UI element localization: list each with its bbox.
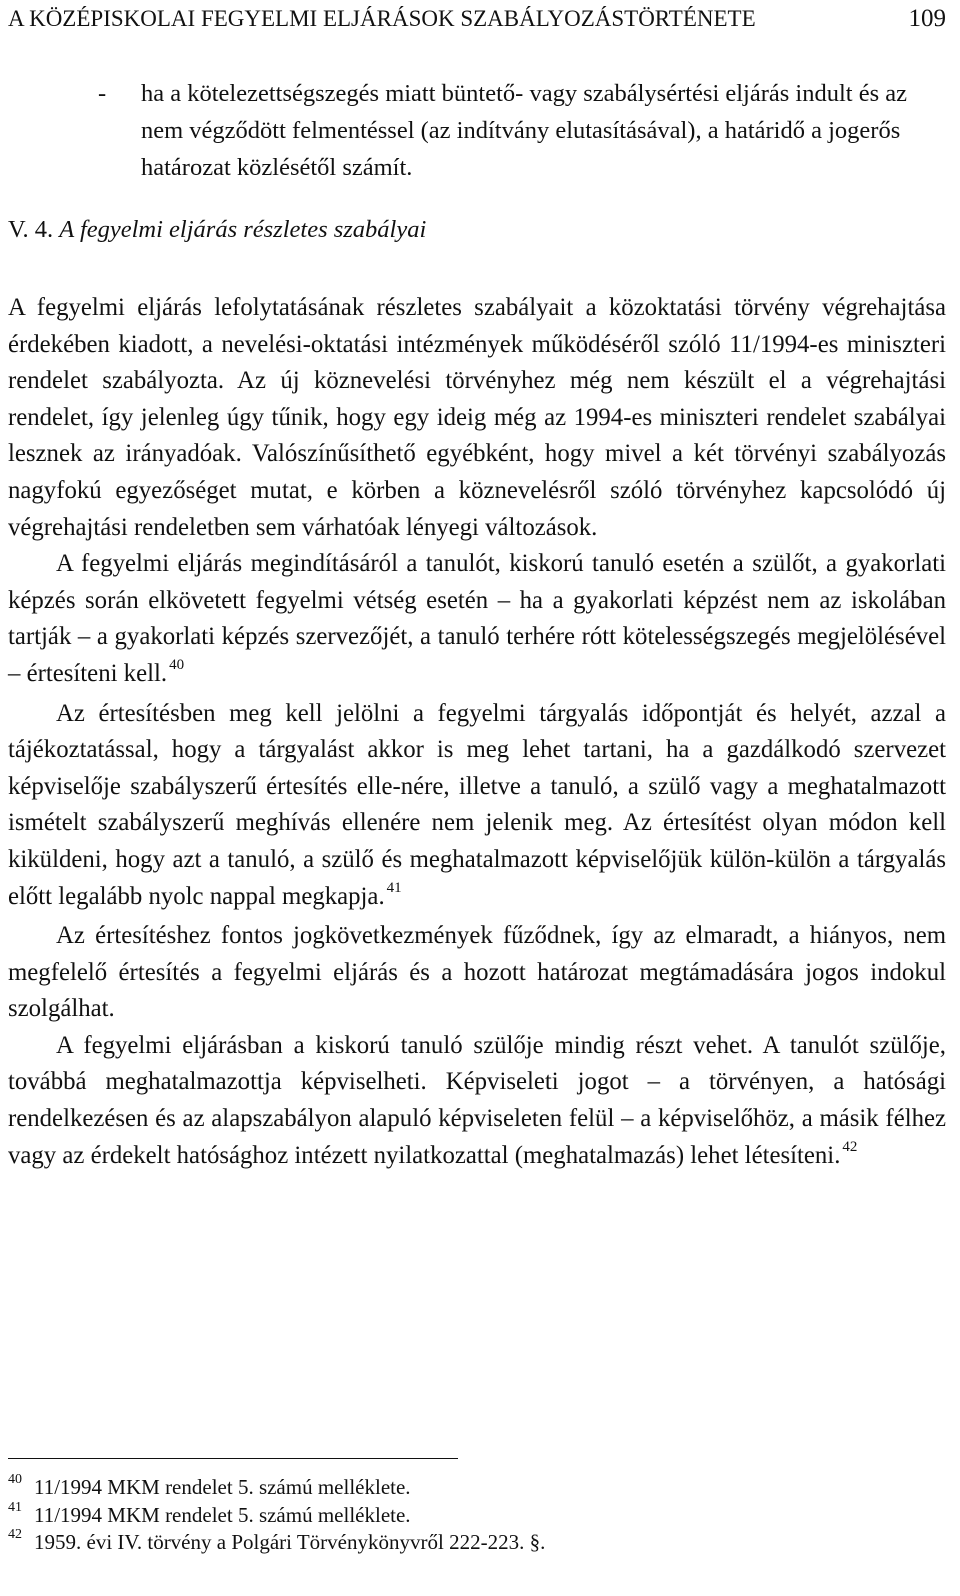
paragraph-text: A fegyelmi eljárás lefolytatásának részletes szabályait a közoktatási törvény végrehajtása érdekében kiadott, a nevelési-oktatási intézmények működéséről szóló 11/1994-es miniszteri rendelet szabályozta. Az új köznevelési törvényhez még nem készült el a végrehajtási rendelet, így jelenleg úgy tűnik, hogy egy ideig még az 1994-es miniszteri rendelet szabályai lesznek az irányadóak. Valószínűsíthető egyébként, hogy mivel a két törvényi szabályozás nagyfokú egyezőséget mutat, e körben a köznevelésről szóló törvényhez kapcsolódó új végrehajtási rendeletben sem várhatóak lényegi változások.	[8, 294, 946, 541]
paragraph	[8, 1028, 946, 1177]
bullet-marker: -	[98, 80, 107, 107]
footnote-reference[interactable]: 42	[842, 1138, 858, 1155]
footnote-text: 1959. évi IV. törvény a Polgári Törvénykönyvről 222-223. §.	[34, 1530, 546, 1554]
paragraph	[8, 546, 946, 695]
footnote-number: 40	[8, 1472, 22, 1487]
paragraph-text: Az értesítéshez fontos jogkövetkezmények fűződnek, így az elmaradt, a hiányos, nem megfelelő értesítés a fegyelmi eljárás és a hozott határozat megtámadására jogos indokul szolgálhat.	[8, 922, 946, 1023]
paragraph-text: A fegyelmi eljárás megindításáról a tanulót, kiskorú tanuló esetén a szülőt, a gyakorlati képzés során elkövetett fegyelmi vétség esetén – ha a gyakorlati képzést nem az iskolában tartják – a gyakorlati képzés szervezőjét, a tanuló terhére rótt kötelességszegés megjelölésével – értesíteni kell.	[8, 550, 946, 687]
paragraph	[8, 290, 946, 546]
footnote-number: 42	[8, 1527, 22, 1542]
paragraph	[8, 918, 946, 1028]
bullet-item	[8, 75, 938, 186]
footnote-text: 11/1994 MKM rendelet 5. számú melléklete.	[34, 1475, 411, 1499]
footnote-divider	[8, 1458, 458, 1459]
footnote-number: 41	[8, 1499, 22, 1515]
paragraph-text: A fegyelmi eljárásban a kiskorú tanuló szülője mindig részt vehet. A tanulót szülője, továbbá meghatalmazottja képviselheti. Képviseleti jogot – a törvényen, a hatósági rendelkezésen és az alapszabályon alapuló képviseleten felül – a képviselőhöz, a másik félhez vagy az érdekelt hatósághoz intézett nyilatkozattal (meghatalmazás) lehet létesíteni.	[8, 1031, 946, 1169]
running-title: A KÖZÉPISKOLAI FEGYELMI ELJÁRÁSOK SZABÁLYOZÁSTÖRTÉNETE	[8, 6, 756, 31]
footnote-reference[interactable]: 41	[386, 879, 402, 896]
paragraph-text: Az értesítésben meg kell jelölni a fegyelmi tárgyalás időpontját és helyét, azzal a tájékoztatással, hogy a tárgyalást akkor is meg lehet tartani, ha a gazdálkodó szervezet képviselője szabályszerű értesítés elle-nére, illetve a tanuló, a szülő vagy a meghatalmazott ismételt szabályszerű meghívás ellenére nem jelenik meg. Az értesítést olyan módon kell kiküldeni, hogy azt a tanuló, a szülő és meghatalmazott képviselőjük külön-külön a tárgyalás előtt legalább nyolc nappal megkapja.	[8, 699, 946, 910]
paragraph	[8, 696, 946, 919]
section-number: V. 4.	[8, 216, 54, 243]
section-heading	[8, 212, 426, 248]
footnote	[8, 1474, 938, 1502]
footnote-reference[interactable]: 40	[169, 656, 185, 673]
footnote	[8, 1529, 938, 1557]
footnotes	[8, 1474, 938, 1557]
page-header	[8, 2, 946, 36]
section-title: A fegyelmi eljárás részletes szabályai	[59, 216, 427, 243]
body-text	[8, 290, 946, 1177]
page-number: 109	[908, 5, 946, 32]
bullet-text: ha a kötelezettségszegés miatt büntető- vagy szabálysértési eljárás indult és az nem végződött felmentéssel (az indítvány elutasításával), a határidő a jogerős határozat közlésétől számít.	[141, 80, 908, 181]
footnote-text: 11/1994 MKM rendelet 5. számú melléklete.	[34, 1502, 411, 1527]
footnote	[8, 1499, 938, 1530]
